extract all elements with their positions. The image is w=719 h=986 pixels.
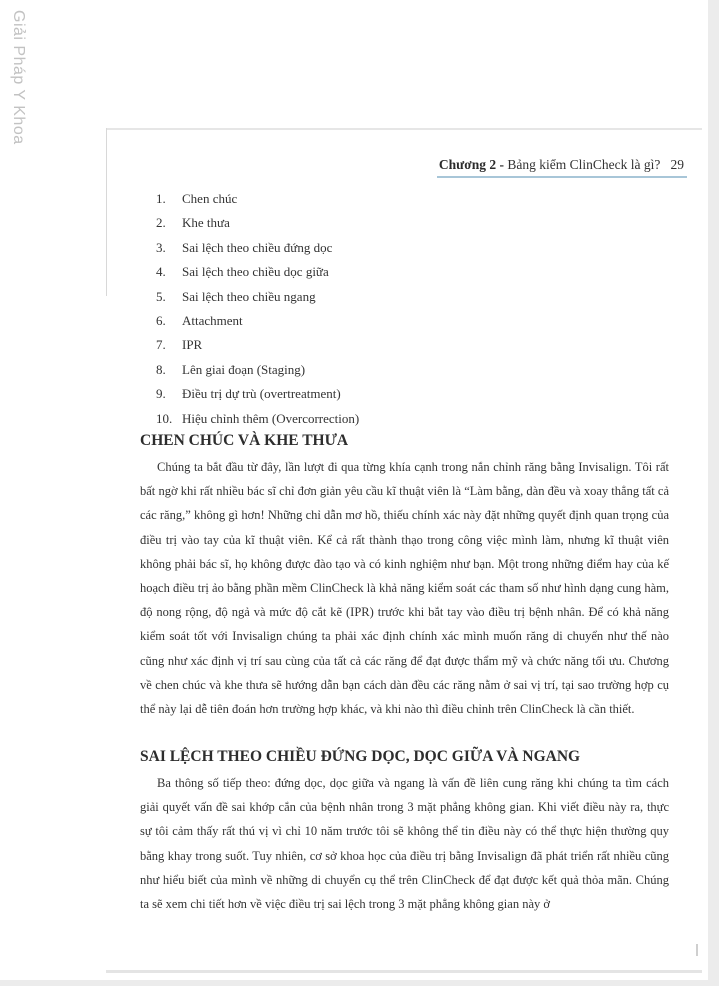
list-item-number: 7. <box>156 337 166 353</box>
section-heading-malocclusion: SAI LỆCH THEO CHIỀU ĐỨNG DỌC, DỌC GIỮA VÀ NGANG <box>140 748 581 765</box>
list-item-number: 8. <box>156 361 166 377</box>
list-item-number: 3. <box>156 239 166 255</box>
list-item-label: Khe thưa <box>182 215 230 231</box>
scan-edge-top <box>106 128 702 130</box>
list-item <box>156 213 359 237</box>
list-item-number: 5. <box>156 288 166 304</box>
list-item-label: Chen chúc <box>182 191 238 206</box>
list-item-label: Sai lệch theo chiều đứng dọc <box>182 239 333 255</box>
list-item <box>156 238 359 262</box>
list-item-label: Attachment <box>182 312 243 328</box>
scan-mark <box>696 944 698 956</box>
list-item-number: 10. <box>156 410 173 426</box>
list-item <box>156 360 359 384</box>
list-item-label: Sai lệch theo chiều dọc giữa <box>182 264 329 280</box>
list-item-label: Điều trị dự trù (overtreatment) <box>182 386 341 402</box>
header-rule <box>437 176 687 178</box>
list-item <box>156 384 359 408</box>
list-item <box>156 189 359 213</box>
section-heading-crowding-spacing: CHEN CHÚC VÀ KHE THƯA <box>140 432 349 449</box>
chapter-label: Chương 2 - <box>438 157 505 172</box>
list-item <box>156 311 359 335</box>
list-item-label: IPR <box>182 337 203 353</box>
running-header <box>439 157 684 173</box>
section-paragraph-malocclusion: Ba thông số tiếp theo: đứng dọc, dọc giữa và ngang là vấn đề liên cung răng khi chúng ta tìm cách giải quyết vấn đề sai khớp cắn của bệnh nhân trong 3 mặt phẳng không gian. Khi viết điều này ra, thực sự tôi cảm thấy rất thú vị vì chỉ 10 năm trước tôi sẽ không thể tin điều này có thể thực hiện thường quy bằng khay trong suốt. Tuy nhiên, cơ sở khoa học của điều trị bằng Invisalign đã phát triển rất nhiều cũng như hiểu biết của mình về những di chuyển cụ thể trên ClinCheck để đạt được kết quả thỏa mãn. Chúng ta sẽ xem chi tiết hơn về việc điều trị sai lệch trong 3 mặt phẳng không gian này ở <box>140 776 669 912</box>
list-item-label: Sai lệch theo chiều ngang <box>182 288 316 304</box>
list-item-label: Lên giai đoạn (Staging) <box>182 361 306 377</box>
scan-edge-left <box>106 128 107 296</box>
list-item <box>156 409 359 433</box>
list-item-number: 6. <box>156 312 166 328</box>
list-item-label: Hiệu chỉnh thêm (Overcorrection) <box>182 410 360 426</box>
list-item <box>156 287 359 311</box>
section-paragraph-crowding-spacing: Chúng ta bắt đầu từ đây, lần lượt đi qua từng khía cạnh trong nắn chỉnh răng bằng Invisalign. Tôi rất bất ngờ khi rất nhiều bác sĩ chỉ đơn giản yêu cầu kĩ thuật viên là “Làm bằng, dàn đều và xoay thẳng tất cả các răng,” không gì hơn! Những chỉ dẫn mơ hồ, thiếu chính xác này đặt những quyết định quan trọng của điều trị vào tay của kĩ thuật viên. Kể cả rất thành thạo trong công việc mình làm, nhưng kĩ thuật viên không phải bác sĩ, họ không được đào tạo và có kinh nghiệm như bạn. Một trong những điểm hay của kế hoạch điều trị ảo bằng phần mềm ClinCheck là khả năng kiểm soát các tham số như hình dạng cung hàm, độ nong rộng, độ ngả và mức độ cắt kẽ (IPR) trước khi bắt tay vào điều trị bệnh nhân. Để có khả năng kiểm soát tốt với Invisalign chúng ta phải xác định chính xác mình muốn răng di chuyển như thế nào cũng như xác định vị trí sau cùng của tất cả các răng để đạt được thẩm mỹ và chức năng tối ưu. Chương về chen chúc và khe thưa sẽ hướng dẫn bạn cách dàn đều các răng nằm ở sai vị trí, tại sao trường hợp cụ thể này lại dễ tiên đoán hơn trường hợp khác, và khi nào thì điều chỉnh trên ClinCheck là cần thiết. <box>140 460 669 717</box>
list-item-number: 1. <box>156 191 166 206</box>
chapter-title: Bảng kiểm ClinCheck là gì? <box>504 157 661 172</box>
list-item <box>156 335 359 359</box>
list-item <box>156 262 359 286</box>
topic-list <box>156 189 359 433</box>
list-item-number: 9. <box>156 386 166 402</box>
watermark-text: Giải Pháp Y Khoa <box>10 10 27 145</box>
page-number: 29 <box>670 157 684 172</box>
scan-edge-bottom <box>106 970 702 973</box>
list-item-number: 2. <box>156 215 166 231</box>
list-item-number: 4. <box>156 264 166 280</box>
